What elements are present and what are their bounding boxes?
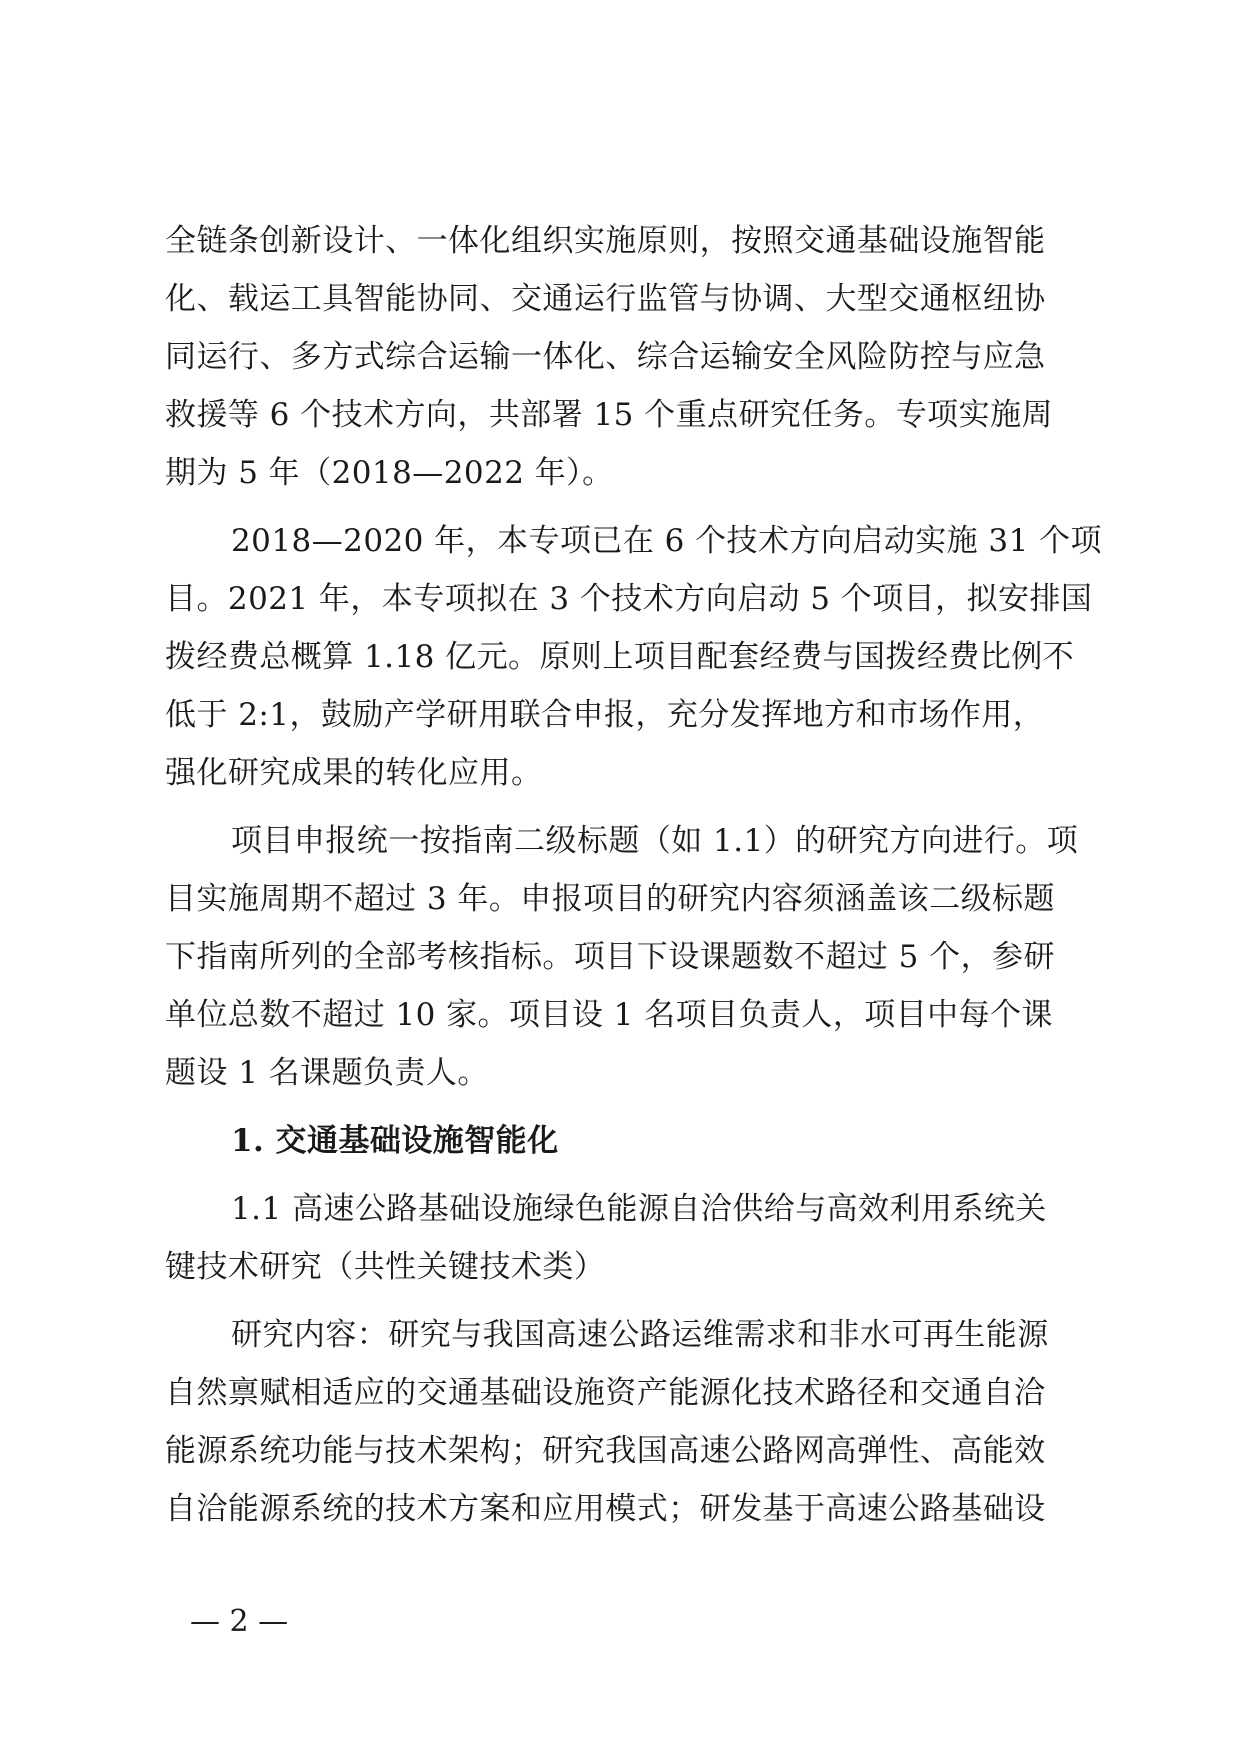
text-line: 救援等 6 个技术方向，共部署 15 个重点研究任务。专项实施周 — [165, 397, 1053, 433]
subsection-heading-continued: 键技术研究（共性关键技术类） — [165, 1249, 606, 1285]
text-line: 项目申报统一按指南二级标题（如 1.1）的研究方向进行。项 — [231, 823, 1079, 859]
page-number: — 2 — — [190, 1604, 289, 1639]
text-line: 2018—2020 年，本专项已在 6 个技术方向启动实施 31 个项 — [231, 523, 1102, 559]
text-line: 期为 5 年（2018—2022 年）。 — [165, 455, 614, 491]
text-line: 低于 2:1，鼓励产学研用联合申报，充分发挥地方和市场作用， — [165, 697, 1045, 733]
text-line: 自然禀赋相适应的交通基础设施资产能源化技术路径和交通自洽 — [165, 1375, 1046, 1411]
text-line: 自洽能源系统的技术方案和应用模式；研发基于高速公路基础设 — [165, 1491, 1046, 1527]
text-line: 化、载运工具智能协同、交通运行监管与协调、大型交通枢纽协 — [165, 281, 1046, 317]
text-line: 强化研究成果的转化应用。 — [165, 755, 543, 791]
text-line: 能源系统功能与技术架构；研究我国高速公路网高弹性、高能效 — [165, 1433, 1046, 1469]
text-line: 目实施周期不超过 3 年。申报项目的研究内容须涵盖该二级标题 — [165, 881, 1055, 917]
text-line: 单位总数不超过 10 家。项目设 1 名项目负责人，项目中每个课 — [165, 997, 1053, 1033]
text-line: 研究内容：研究与我国高速公路运维需求和非水可再生能源 — [231, 1317, 1049, 1353]
text-line: 同运行、多方式综合运输一体化、综合运输安全风险防控与应急 — [165, 339, 1046, 375]
section-heading: 1. 交通基础设施智能化 — [231, 1123, 559, 1159]
text-line: 目。2021 年，本专项拟在 3 个技术方向启动 5 个项目，拟安排国 — [165, 581, 1093, 617]
text-line: 下指南所列的全部考核指标。项目下设课题数不超过 5 个，参研 — [165, 939, 1055, 975]
subsection-heading: 1.1 高速公路基础设施绿色能源自洽供给与高效利用系统关 — [231, 1191, 1047, 1227]
text-line: 拨经费总概算 1.18 亿元。原则上项目配套经费与国拨经费比例不 — [165, 639, 1075, 675]
text-line: 题设 1 名课题负责人。 — [165, 1055, 489, 1091]
text-line: 全链条创新设计、一体化组织实施原则，按照交通基础设施智能 — [165, 223, 1046, 259]
